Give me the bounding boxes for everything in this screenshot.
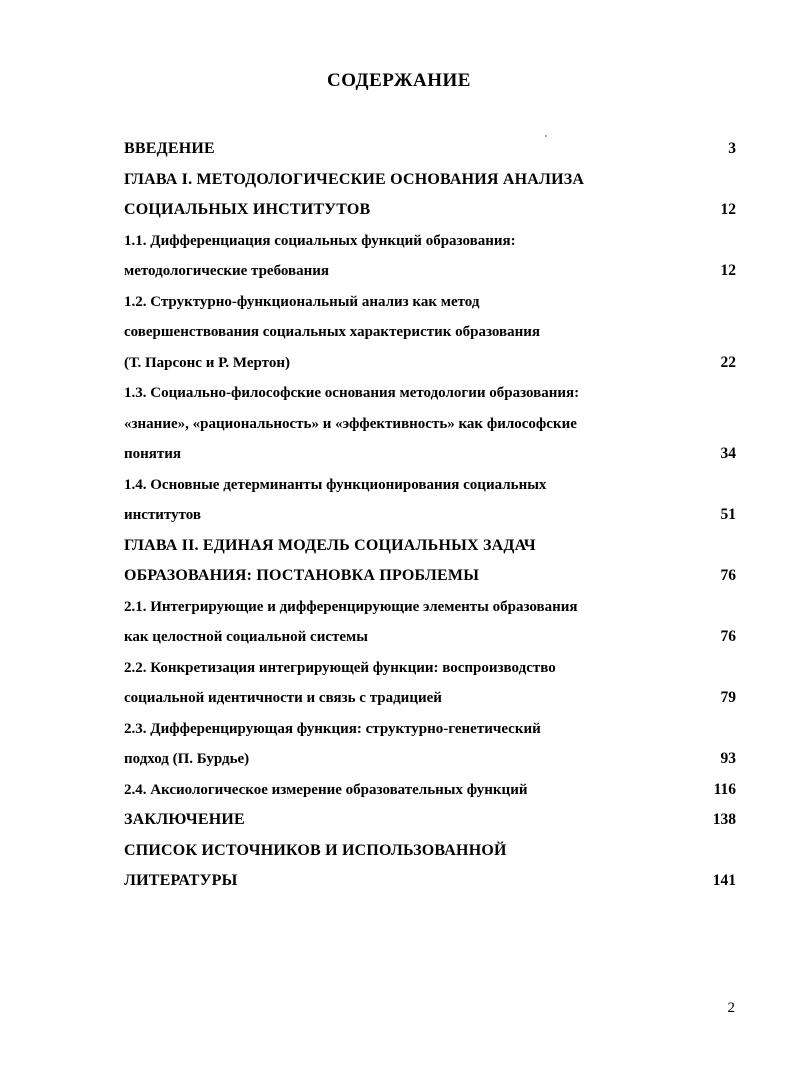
- toc-line: [124, 165, 736, 196]
- toc-line: [124, 561, 736, 592]
- toc-line: [124, 836, 736, 867]
- toc-entry: [124, 165, 736, 226]
- toc-page-number: 12: [720, 262, 736, 279]
- toc-page-number: 93: [720, 750, 736, 767]
- toc-page-number: 116: [713, 780, 736, 798]
- section-title: «знание», «рациональность» и «эффективность» как философские: [124, 415, 577, 432]
- toc-line: [124, 378, 736, 409]
- toc-entry: [124, 378, 736, 470]
- toc-line: [124, 348, 736, 379]
- section-title: (Т. Парсонс и Р. Мертон): [124, 354, 290, 371]
- toc-entry: [124, 653, 736, 714]
- toc-entry: [124, 714, 736, 775]
- toc-page-number: 12: [720, 201, 736, 218]
- toc-line: [124, 409, 736, 440]
- chapter-title: ВВЕДЕНИЕ: [124, 140, 215, 157]
- chapter-title: ЛИТЕРАТУРЫ: [124, 872, 238, 889]
- section-title: 2.4. Аксиологическое измерение образовательных функций: [124, 781, 528, 798]
- section-title: подход (П. Бурдье): [124, 751, 250, 767]
- section-title: 1.2. Структурно-функциональный анализ как метод: [124, 293, 480, 310]
- toc-line: [124, 439, 736, 470]
- section-title: институтов: [124, 507, 202, 523]
- chapter-title: ГЛАВА II. ЕДИНАЯ МОДЕЛЬ СОЦИАЛЬНЫХ ЗАДАЧ: [124, 536, 536, 554]
- toc-line: [124, 775, 736, 806]
- section-title: 2.3. Дифференцирующая функция: структурно-генетический: [124, 720, 541, 737]
- section-title: совершенствования социальных характеристик образования: [124, 324, 541, 340]
- toc-line: [124, 805, 736, 836]
- toc-page-number: 3: [728, 140, 736, 157]
- toc-line: [124, 622, 736, 653]
- toc-line: [124, 714, 736, 745]
- section-title: методологические требования: [124, 263, 330, 279]
- chapter-title: ЗАКЛЮЧЕНИЕ: [124, 811, 245, 828]
- toc-page-number: 51: [720, 506, 736, 523]
- section-title: 1.1. Дифференциация социальных функций образования:: [124, 232, 516, 249]
- chapter-title: СПИСОК ИСТОЧНИКОВ И ИСПОЛЬЗОВАННОЙ: [124, 841, 507, 859]
- section-title: понятия: [124, 446, 182, 462]
- toc-entry: [124, 592, 736, 653]
- toc-line: [124, 470, 736, 501]
- toc-line: [124, 317, 736, 348]
- toc-line: [124, 744, 736, 775]
- page-title: СОДЕРЖАНИЕ: [327, 70, 471, 91]
- chapter-title: ГЛАВА I. МЕТОДОЛОГИЧЕСКИЕ ОСНОВАНИЯ АНАЛИЗА: [124, 170, 585, 188]
- toc-entry: [124, 805, 736, 836]
- toc-line: [124, 653, 736, 684]
- toc-line: [124, 531, 736, 562]
- toc-page-number: 79: [720, 689, 736, 706]
- toc-entry: [124, 470, 736, 531]
- toc-line: [124, 256, 736, 287]
- toc-page-number: 34: [720, 445, 736, 462]
- page-number: 2: [727, 1000, 735, 1016]
- toc-page-number: 76: [720, 567, 736, 584]
- toc-entry: [124, 226, 736, 287]
- toc-line: [124, 683, 736, 714]
- table-of-contents: [124, 134, 736, 897]
- toc-line: [124, 500, 736, 531]
- toc-entry: [124, 531, 736, 592]
- toc-page-number: 76: [720, 628, 736, 645]
- toc-line: [124, 287, 736, 318]
- toc-line: [124, 226, 736, 257]
- chapter-title: ОБРАЗОВАНИЯ: ПОСТАНОВКА ПРОБЛЕМЫ: [124, 567, 480, 584]
- toc-page-number: 22: [720, 353, 736, 371]
- toc-line: [124, 592, 736, 623]
- section-title: 1.3. Социально-философские основания методологии образования:: [124, 385, 580, 401]
- toc-entry: [124, 287, 736, 379]
- toc-line: [124, 134, 736, 165]
- section-title: 1.4. Основные детерминанты функционирования социальных: [124, 476, 547, 493]
- toc-entry: [124, 836, 736, 897]
- toc-page-number: 141: [712, 872, 736, 889]
- toc-entry: [124, 775, 736, 806]
- toc-line: [124, 195, 736, 226]
- chapter-title: СОЦИАЛЬНЫХ ИНСТИТУТОВ: [124, 201, 371, 218]
- section-title: как целостной социальной системы: [124, 629, 368, 645]
- section-title: социальной идентичности и связь с традицией: [124, 690, 442, 706]
- toc-entry: [124, 134, 736, 165]
- toc-page-number: 138: [712, 811, 736, 828]
- section-title: 2.1. Интегрирующие и дифференцирующие элементы образования: [124, 598, 578, 615]
- toc-line: [124, 866, 736, 897]
- section-title: 2.2. Конкретизация интегрирующей функции: воспроизводство: [124, 659, 556, 676]
